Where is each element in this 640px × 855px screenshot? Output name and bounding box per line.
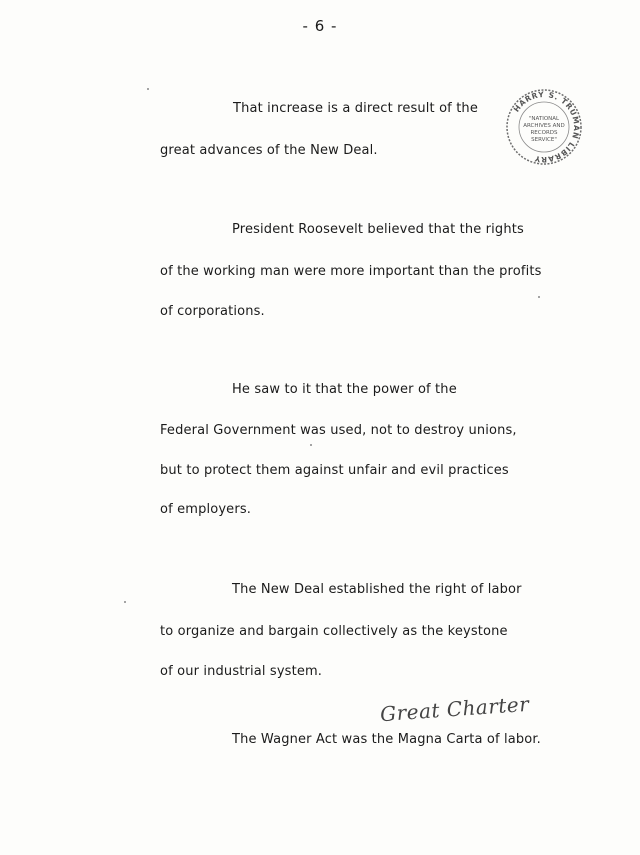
archive-stamp [505, 88, 583, 166]
scan-speck [538, 296, 540, 298]
paragraph-2-line-3: of corporations. [160, 304, 265, 319]
paragraph-2-line-2: of the working man were more important than the profits [160, 264, 542, 279]
paragraph-1-line-1: That increase is a direct result of the [233, 101, 478, 116]
paragraph-3-line-1: He saw to it that the power of the [232, 382, 457, 397]
scan-speck [147, 88, 149, 90]
paragraph-1-line-2: great advances of the New Deal. [160, 143, 378, 158]
svg-text:RECORDS: RECORDS [530, 130, 558, 136]
svg-text:HARRY S. TRUMAN LIBRARY: HARRY S. TRUMAN LIBRARY [511, 89, 582, 165]
handwritten-note: Great Charter [379, 691, 530, 727]
page-number: - 6 - [302, 17, 338, 35]
paragraph-3-line-3: but to protect them against unfair and evil practices [160, 463, 509, 478]
paragraph-4-line-2: to organize and bargain collectively as the keystone [160, 624, 508, 639]
paragraph-3-line-2: Federal Government was used, not to destroy unions, [160, 423, 517, 438]
paragraph-2-line-1: President Roosevelt believed that the rights [232, 222, 524, 237]
scan-speck [124, 601, 126, 603]
scan-speck [310, 444, 312, 446]
paragraph-5-line-1: The Wagner Act was the Magna Carta of labor. [232, 732, 541, 747]
paragraph-4-line-3: of our industrial system. [160, 664, 323, 679]
svg-text:SERVICE": SERVICE" [531, 137, 557, 143]
svg-text:ARCHIVES AND: ARCHIVES AND [523, 123, 565, 129]
paragraph-4-line-1: The New Deal established the right of labor [232, 582, 522, 597]
archive-stamp-seal [505, 88, 583, 166]
paragraph-3-line-4: of employers. [160, 502, 252, 517]
svg-text:"NATIONAL: "NATIONAL [528, 116, 560, 122]
